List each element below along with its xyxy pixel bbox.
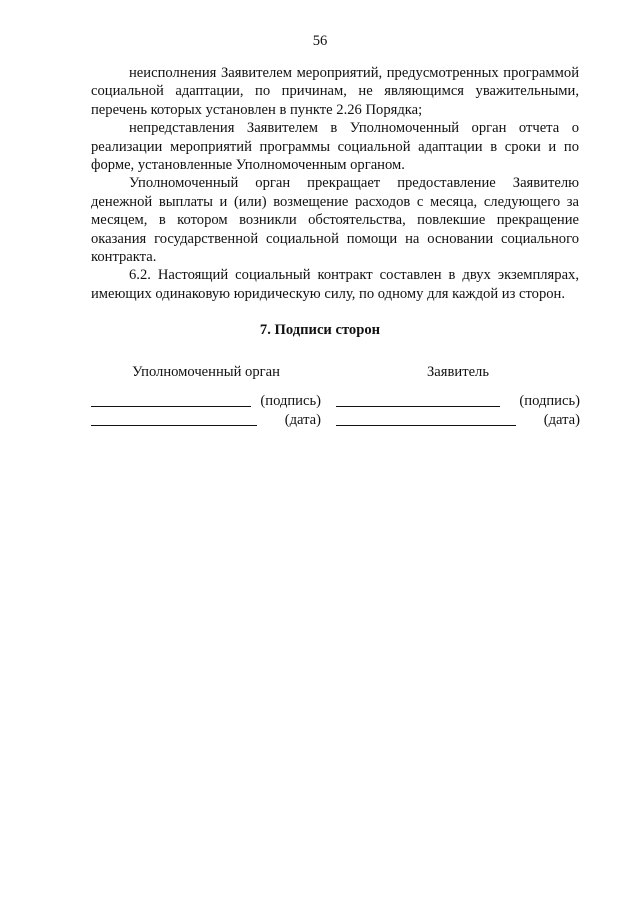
signature-line xyxy=(91,392,321,410)
date-blank[interactable] xyxy=(91,411,257,426)
date-label: (дата) xyxy=(543,411,580,428)
signature-label: (подпись) xyxy=(260,393,321,410)
signature-blank[interactable] xyxy=(336,392,500,407)
party-title-authority: Уполномоченный орган xyxy=(132,364,280,380)
contract-body xyxy=(91,64,579,303)
signature-block-applicant xyxy=(336,363,580,429)
paragraph-nonsubmission: непредставления Заявителем в Уполномоченный орган отчета о реализации мероприятий программы социальной адаптации в сроки и по форме, установленные Уполномоченным органом. xyxy=(91,120,579,174)
signature-line xyxy=(336,392,580,410)
signature-block-authority xyxy=(91,363,321,429)
date-line xyxy=(91,411,321,429)
date-line xyxy=(336,411,580,429)
signature-blank[interactable] xyxy=(91,392,251,407)
date-blank[interactable] xyxy=(336,411,516,426)
page-number: 56 xyxy=(312,33,328,49)
date-label: (дата) xyxy=(284,411,321,428)
paragraph-nonfulfillment: неисполнения Заявителем мероприятий, предусмотренных программой социальной адаптации, по причинам, не являющимся уважительными, перечень которых установлен в пункте 2.26 Порядка; xyxy=(91,65,579,118)
signature-label: (подпись) xyxy=(519,393,580,410)
paragraph-termination: Уполномоченный орган прекращает предоставление Заявителю денежной выплаты и (или) возмещение расходов с месяца, следующего за месяцем, в котором возникли обстоятельства, повлекшие прекращение оказания государственной социальной помощи на основании социального контракта. xyxy=(91,175,579,266)
section-heading: 7. Подписи сторон xyxy=(259,322,381,338)
paragraph-copies: 6.2. Настоящий социальный контракт составлен в двух экземплярах, имеющих одинаковую юридическую силу, по одному для каждой из сторон. xyxy=(91,267,579,302)
party-title-applicant: Заявитель xyxy=(427,364,489,380)
